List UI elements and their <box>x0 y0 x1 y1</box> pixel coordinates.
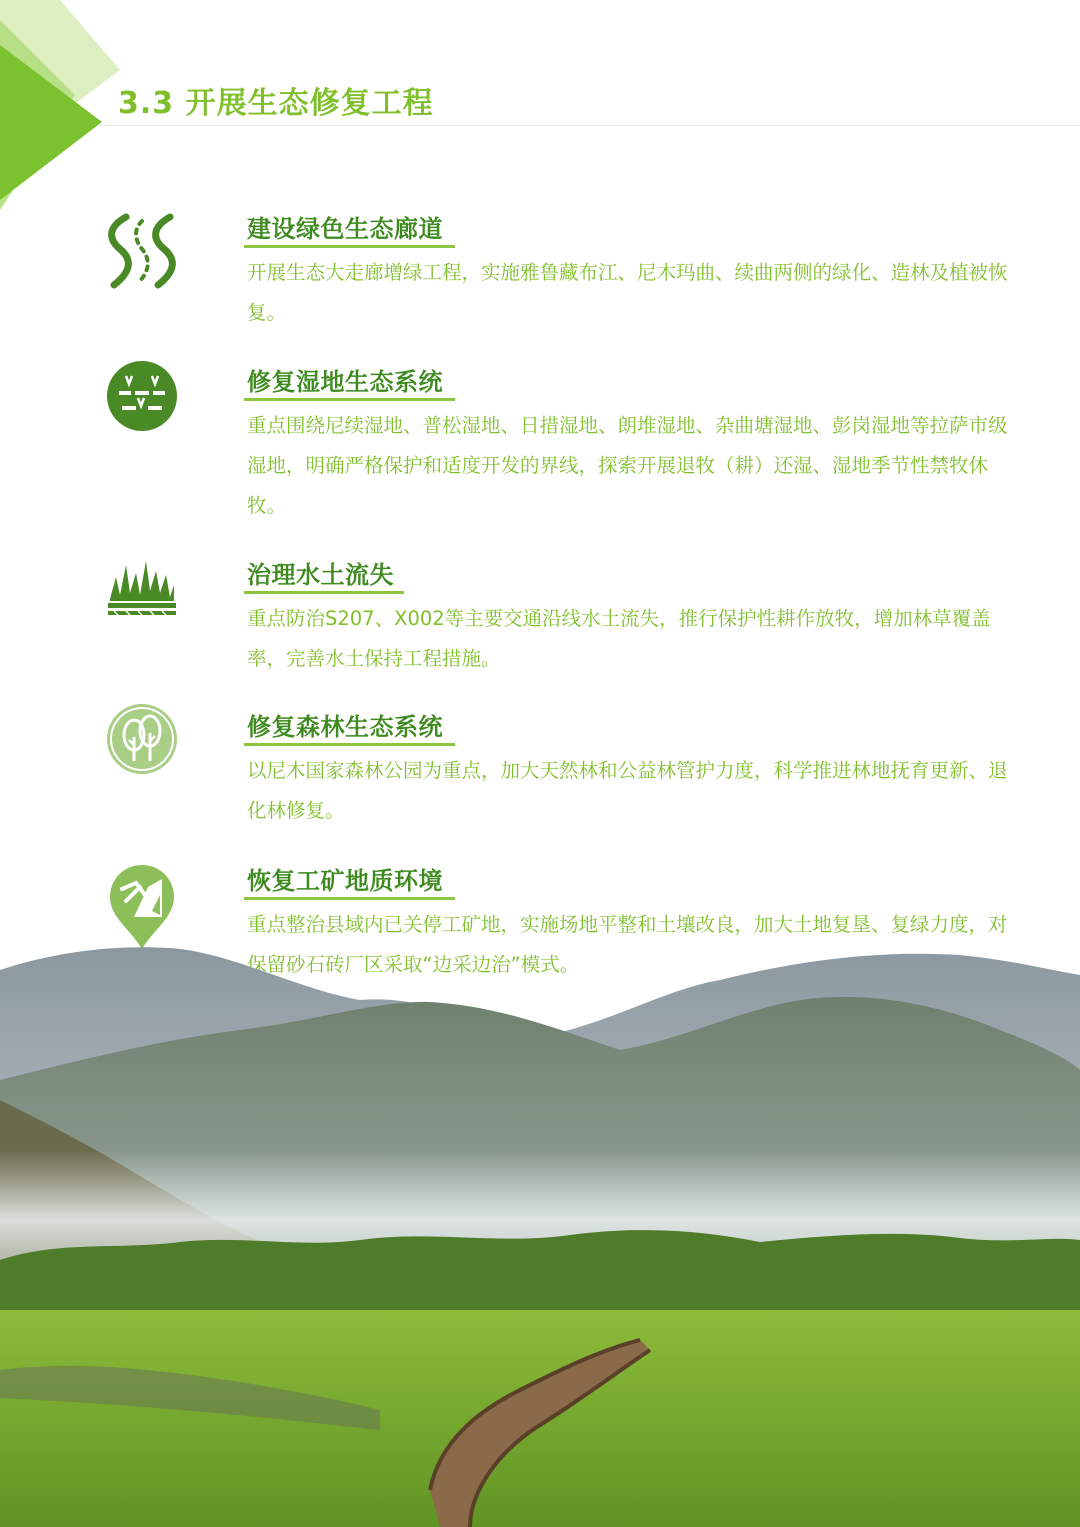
section-text: 重点整治县域内已关停工矿地，实施场地平整和土壤改良，加大土地复垦、复绿力度，对保留砂石砖厂区采取“边采边治”模式。 <box>247 913 1008 976</box>
mountain-wetland-landscape <box>0 930 1080 1527</box>
heading-underline <box>244 591 404 594</box>
heading-underline <box>244 743 455 746</box>
title-divider <box>100 125 1080 126</box>
heading-underline <box>244 398 455 401</box>
heading-underline <box>244 245 455 248</box>
section-heading: 建设绿色生态廊道 <box>247 215 443 243</box>
forest-icon <box>104 701 180 777</box>
page-title: 3.3 开展生态修复工程 <box>118 86 434 121</box>
grass-soil-icon <box>104 555 180 631</box>
wetland-icon <box>104 358 180 434</box>
section-heading: 修复森林生态系统 <box>247 713 443 741</box>
section-text: 重点围绕尼续湿地、普松湿地、日措湿地、朗堆湿地、杂曲塘湿地、彭岗湿地等拉萨市级湿地，明确严格保护和适度开发的界线，探索开展退牧（耕）还湿、湿地季节性禁牧休牧。 <box>247 414 1008 517</box>
corner-decoration <box>0 0 120 230</box>
river-corridor-icon <box>104 213 180 289</box>
heading-underline <box>244 897 455 900</box>
section-text: 以尼木国家森林公园为重点，加大天然林和公益林管护力度，科学推进林地抚育更新、退化林修复。 <box>247 759 1008 822</box>
section-text: 重点防治S207、X002等主要交通沿线水土流失，推行保护性耕作放牧，增加林草覆盖率，完善水土保持工程措施。 <box>247 607 991 670</box>
section-heading: 恢复工矿地质环境 <box>247 867 443 895</box>
section-heading: 修复湿地生态系统 <box>247 368 443 396</box>
section-heading: 治理水土流失 <box>247 561 394 589</box>
section-text: 开展生态大走廊增绿工程，实施雅鲁藏布江、尼木玛曲、续曲两侧的绿化、造林及植被恢复。 <box>247 261 1008 324</box>
